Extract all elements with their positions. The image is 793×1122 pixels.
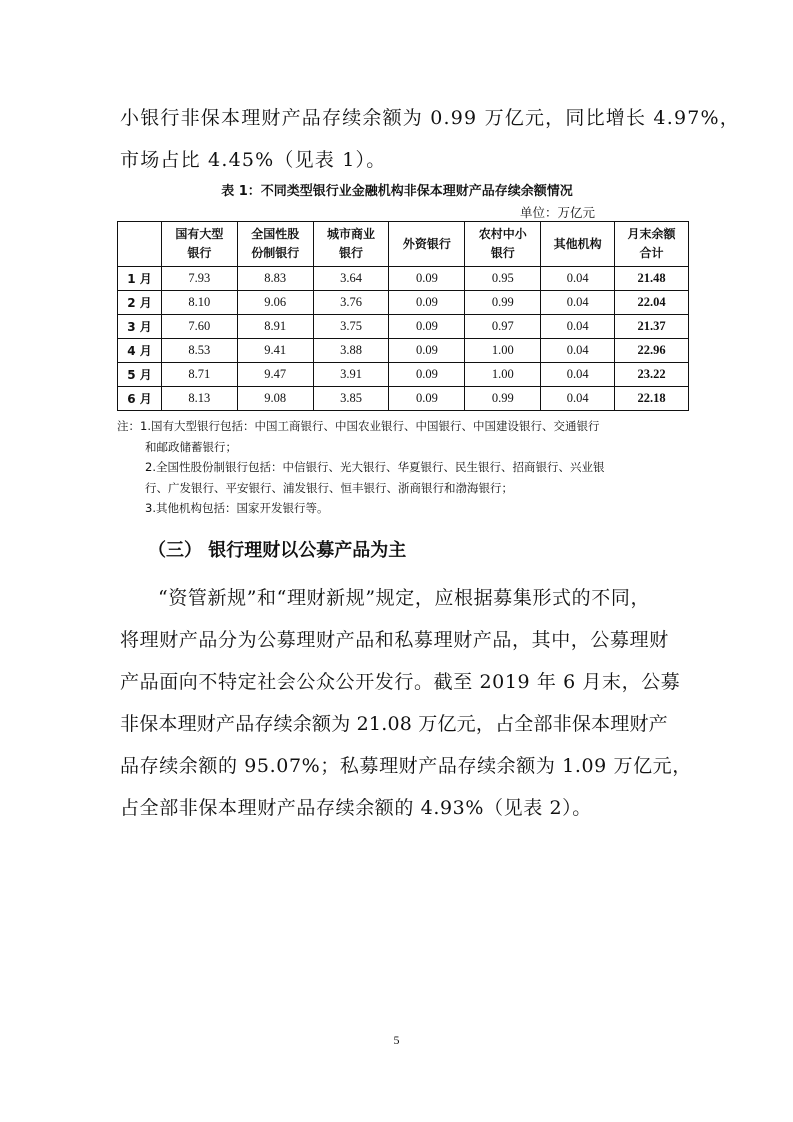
paragraph-line: 将理财产品分为公募理财产品和私募理财产品，其中，公募理财 bbox=[120, 629, 669, 651]
value-cell: 9.41 bbox=[237, 339, 313, 363]
value-cell: 3.88 bbox=[313, 339, 389, 363]
note-2-line-1: 2.全国性股份制银行包括：中信银行、光大银行、华夏银行、民生银行、招商银行、兴业银 bbox=[145, 460, 605, 474]
value-cell: 0.04 bbox=[541, 267, 615, 291]
total-cell: 21.48 bbox=[615, 267, 689, 291]
month-cell: 5 月 bbox=[118, 363, 162, 387]
value-cell: 8.91 bbox=[237, 315, 313, 339]
table-row bbox=[118, 291, 689, 315]
month-cell: 1 月 bbox=[118, 267, 162, 291]
section-heading: （三） 银行理财以公募产品为主 bbox=[148, 540, 407, 561]
value-cell: 3.75 bbox=[313, 315, 389, 339]
value-cell: 0.99 bbox=[465, 291, 541, 315]
value-cell: 9.08 bbox=[237, 387, 313, 411]
total-cell: 23.22 bbox=[615, 363, 689, 387]
month-cell: 3 月 bbox=[118, 315, 162, 339]
month-cell: 6 月 bbox=[118, 387, 162, 411]
body-paragraph bbox=[120, 577, 692, 829]
value-cell: 0.09 bbox=[389, 339, 465, 363]
value-cell: 8.71 bbox=[161, 363, 237, 387]
value-cell: 0.09 bbox=[389, 387, 465, 411]
value-cell: 8.53 bbox=[161, 339, 237, 363]
table-header-row bbox=[118, 222, 689, 267]
value-cell: 3.91 bbox=[313, 363, 389, 387]
paragraph-line: 市场占比 4.45%（见表 1）。 bbox=[120, 149, 387, 171]
table-row bbox=[118, 363, 689, 387]
table-unit: 单位：万亿元 bbox=[520, 205, 596, 220]
table-caption: 表 1：不同类型银行业金融机构非保本理财产品存续余额情况 bbox=[221, 184, 573, 199]
value-cell: 0.04 bbox=[541, 387, 615, 411]
month-cell: 2 月 bbox=[118, 291, 162, 315]
header-cell: 其他机构 bbox=[541, 222, 615, 267]
value-cell: 3.76 bbox=[313, 291, 389, 315]
value-cell: 8.10 bbox=[161, 291, 237, 315]
month-cell: 4 月 bbox=[118, 339, 162, 363]
value-cell: 0.97 bbox=[465, 315, 541, 339]
table-notes bbox=[117, 416, 692, 519]
total-cell: 22.04 bbox=[615, 291, 689, 315]
paragraph-line: 非保本理财产品存续余额为 21.08 万亿元，占全部非保本理财产 bbox=[120, 713, 668, 735]
value-cell: 0.95 bbox=[465, 267, 541, 291]
table-row bbox=[118, 267, 689, 291]
value-cell: 9.06 bbox=[237, 291, 313, 315]
header-cell: 全国性股 份制银行 bbox=[237, 222, 313, 267]
note-1-line-2: 和邮政储蓄银行； bbox=[145, 439, 237, 454]
paragraph-line: “资管新规”和“理财新规”规定，应根据募集形式的不同， bbox=[158, 587, 651, 609]
total-cell: 21.37 bbox=[615, 315, 689, 339]
value-cell: 1.00 bbox=[465, 339, 541, 363]
table-row bbox=[118, 387, 689, 411]
page-number: 5 bbox=[393, 1033, 400, 1047]
header-cell: 月末余额 合计 bbox=[615, 222, 689, 267]
value-cell: 0.09 bbox=[389, 267, 465, 291]
paragraph-line: 占全部非保本理财产品存续余额的 4.93%（见表 2）。 bbox=[120, 797, 592, 819]
value-cell: 8.83 bbox=[237, 267, 313, 291]
value-cell: 0.04 bbox=[541, 291, 615, 315]
value-cell: 3.85 bbox=[313, 387, 389, 411]
value-cell: 0.04 bbox=[541, 315, 615, 339]
value-cell: 0.09 bbox=[389, 363, 465, 387]
table-row bbox=[118, 339, 689, 363]
header-cell: 国有大型 银行 bbox=[161, 222, 237, 267]
value-cell: 0.09 bbox=[389, 315, 465, 339]
paragraph-line: 小银行非保本理财产品存续余额为 0.99 万亿元，同比增长 4.97%， bbox=[120, 107, 740, 129]
note-2-line-2: 行、广发银行、平安银行、浦发银行、恒丰银行、浙商银行和渤海银行； bbox=[145, 480, 513, 495]
value-cell: 0.99 bbox=[465, 387, 541, 411]
value-cell: 1.00 bbox=[465, 363, 541, 387]
total-cell: 22.96 bbox=[615, 339, 689, 363]
note-1-line-1: 注：1.国有大型银行包括：中国工商银行、中国农业银行、中国银行、中国建设银行、交通银行 bbox=[117, 419, 600, 433]
value-cell: 7.93 bbox=[161, 267, 237, 291]
value-cell: 3.64 bbox=[313, 267, 389, 291]
header-blank bbox=[118, 222, 162, 267]
header-cell: 城市商业 银行 bbox=[313, 222, 389, 267]
paragraph-line: 产品面向不特定社会公众公开发行。截至 2019 年 6 月末，公募 bbox=[120, 671, 681, 693]
value-cell: 9.47 bbox=[237, 363, 313, 387]
value-cell: 0.04 bbox=[541, 339, 615, 363]
value-cell: 8.13 bbox=[161, 387, 237, 411]
value-cell: 0.09 bbox=[389, 291, 465, 315]
paragraph-line: 品存续余额的 95.07%；私募理财产品存续余额为 1.09 万亿元， bbox=[120, 755, 692, 777]
total-cell: 22.18 bbox=[615, 387, 689, 411]
note-3: 3.其他机构包括：国家开发银行等。 bbox=[145, 501, 329, 515]
header-cell: 外资银行 bbox=[389, 222, 465, 267]
value-cell: 7.60 bbox=[161, 315, 237, 339]
value-cell: 0.04 bbox=[541, 363, 615, 387]
intro-paragraph bbox=[120, 97, 740, 181]
header-cell: 农村中小 银行 bbox=[465, 222, 541, 267]
table-row bbox=[118, 315, 689, 339]
balance-table bbox=[117, 221, 689, 411]
